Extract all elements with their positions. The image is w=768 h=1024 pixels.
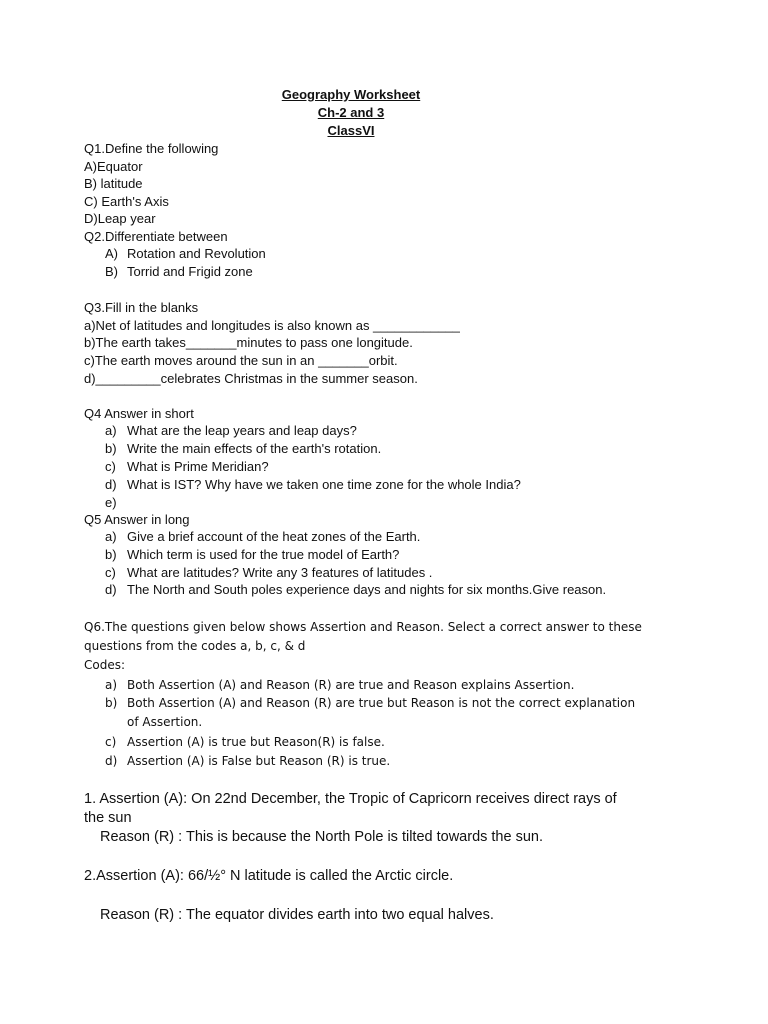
- q4-marker: b): [105, 441, 117, 456]
- q6-marker: b): [105, 696, 118, 710]
- q2-marker: A): [105, 246, 118, 261]
- q3-item: d)_________celebrates Christmas in the summer season.: [84, 371, 418, 386]
- q5-heading: Q5 Answer in long: [84, 512, 190, 527]
- q1-item: A)Equator: [84, 159, 143, 174]
- q2-heading: Q2.Differentiate between: [84, 229, 228, 244]
- q6-item-continued: of Assertion.: [127, 715, 203, 729]
- q4-marker: c): [105, 459, 116, 474]
- worksheet-title: Geography Worksheet: [281, 87, 421, 102]
- q6-heading: Q6.The questions given below shows Assertion and Reason. Select a correct answer to these: [84, 620, 642, 634]
- q4-heading: Q4 Answer in short: [84, 406, 194, 421]
- q2-item: Rotation and Revolution: [127, 246, 266, 261]
- q6-marker: d): [105, 754, 118, 768]
- q4-item: What is IST? Why have we taken one time zone for the whole India?: [127, 477, 521, 492]
- q1-item: C) Earth's Axis: [84, 194, 169, 209]
- q5-item: The North and South poles experience days and nights for six months.Give reason.: [127, 582, 607, 597]
- q5-marker: a): [105, 529, 117, 544]
- q4-marker: d): [105, 477, 117, 492]
- q4-item: What is Prime Meridian?: [127, 459, 269, 474]
- assertion-1: 1. Assertion (A): On 22nd December, the Tropic of Capricorn receives direct rays of: [84, 791, 617, 807]
- chapter-label: Ch-2 and 3: [317, 105, 385, 120]
- q3-item: a)Net of latitudes and longitudes is also known as ____________: [84, 318, 460, 333]
- q5-item: Which term is used for the true model of Earth?: [127, 547, 400, 562]
- assertion-1-continued: the sun: [84, 810, 132, 826]
- q6-item: Both Assertion (A) and Reason (R) are true but Reason is not the correct explanation: [127, 696, 636, 710]
- q4-marker: a): [105, 423, 117, 438]
- q1-heading: Q1.Define the following: [84, 141, 219, 156]
- class-label: ClassVI: [327, 123, 375, 138]
- reason-2: Reason (R) : The equator divides earth into two equal halves.: [100, 907, 494, 923]
- q6-marker: c): [105, 735, 117, 749]
- q6-heading-continued: questions from the codes a, b, c, & d: [84, 639, 306, 653]
- q5-item: Give a brief account of the heat zones of the Earth.: [127, 529, 421, 544]
- q5-marker: b): [105, 547, 117, 562]
- q4-marker: e): [105, 495, 117, 510]
- q4-item: Write the main effects of the earth's rotation.: [127, 441, 382, 456]
- q4-item: What are the leap years and leap days?: [127, 423, 357, 438]
- q6-item: Assertion (A) is False but Reason (R) is true.: [127, 754, 391, 768]
- q3-heading: Q3.Fill in the blanks: [84, 300, 199, 315]
- q6-marker: a): [105, 678, 118, 692]
- q1-item: B) latitude: [84, 176, 143, 191]
- q2-item: Torrid and Frigid zone: [127, 264, 253, 279]
- q3-item: b)The earth takes_______minutes to pass one longitude.: [84, 335, 413, 350]
- q5-marker: c): [105, 565, 116, 580]
- q1-item: D)Leap year: [84, 211, 156, 226]
- q6-item: Assertion (A) is true but Reason(R) is false.: [127, 735, 385, 749]
- q2-marker: B): [105, 264, 118, 279]
- q3-item: c)The earth moves around the sun in an _______orbit.: [84, 353, 398, 368]
- q6-item: Both Assertion (A) and Reason (R) are true and Reason explains Assertion.: [127, 678, 575, 692]
- q6-codes-label: Codes:: [84, 658, 126, 672]
- reason-1: Reason (R) : This is because the North Pole is tilted towards the sun.: [100, 829, 544, 845]
- q5-item: What are latitudes? Write any 3 features of latitudes .: [127, 565, 433, 580]
- q5-marker: d): [105, 582, 117, 597]
- assertion-2: 2.Assertion (A): 66/½° N latitude is called the Arctic circle.: [84, 868, 454, 884]
